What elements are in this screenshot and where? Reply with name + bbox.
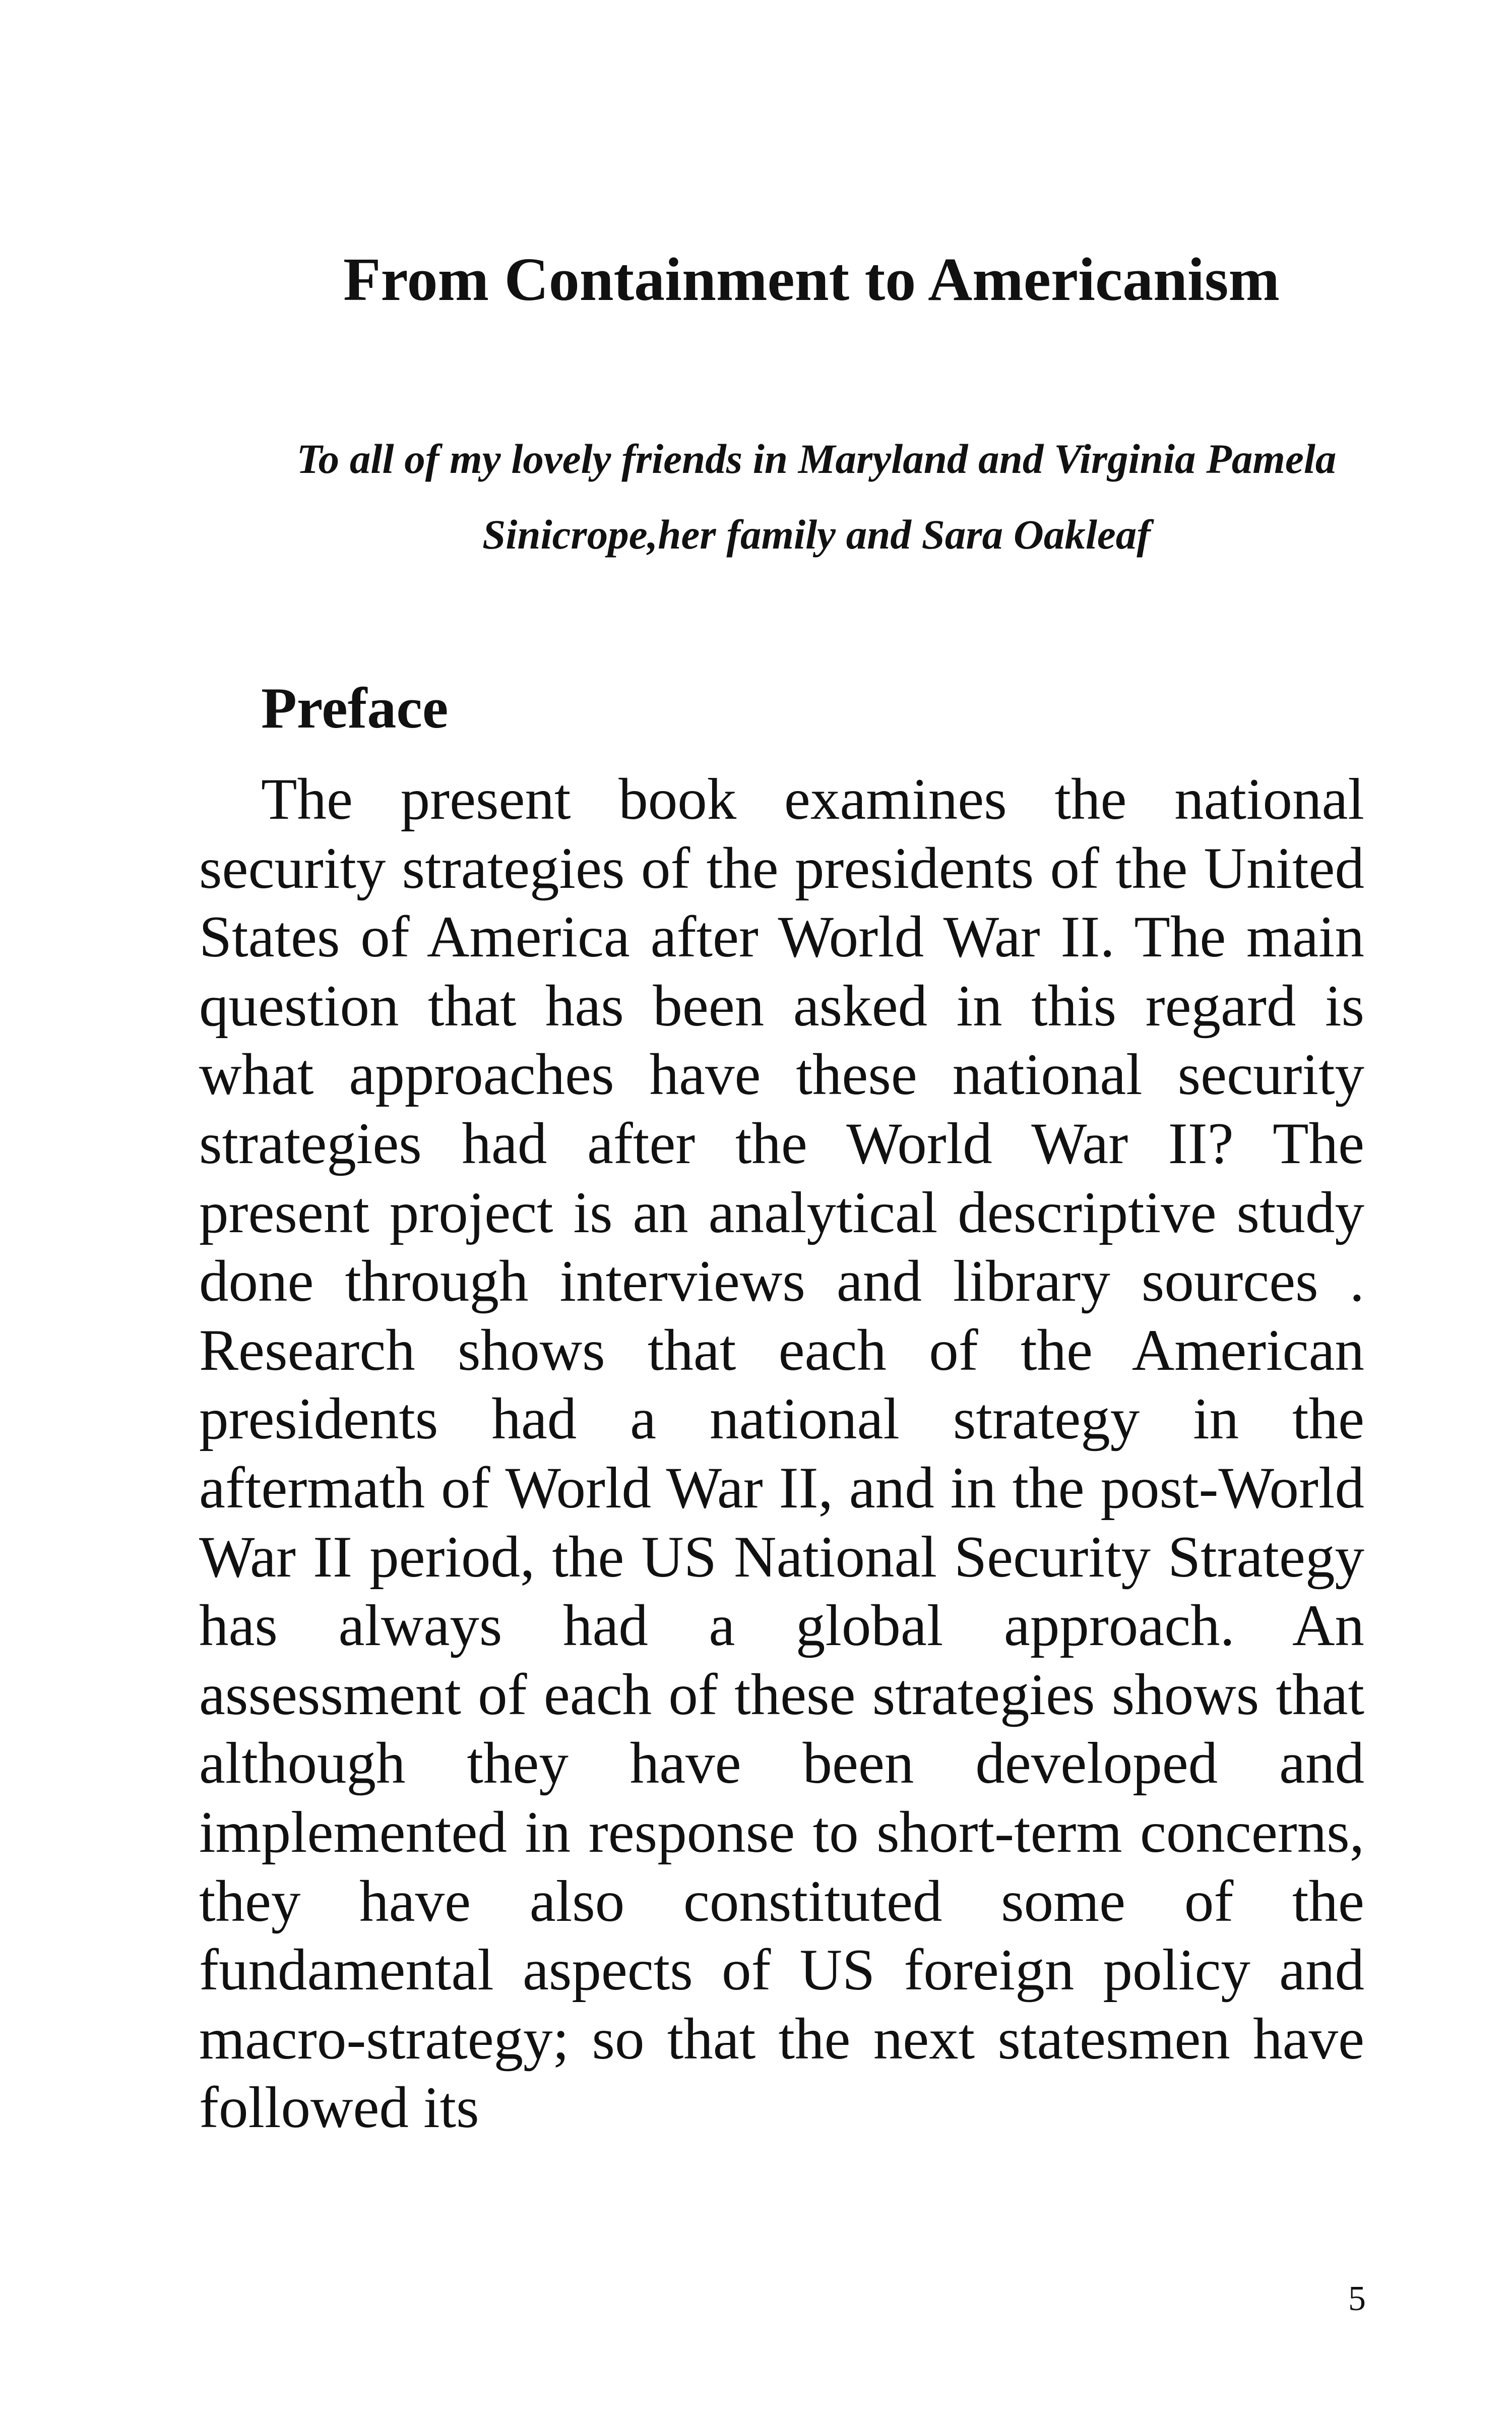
- preface-body: The present book examines the national security strategies of the presidents of the United States of America after World War II. The main question that has been asked in this regard is what approaches have these national security strategies had after the World War II? The present project is an analytical descriptive study done through interviews and library sources . Research shows that each of the American presidents had a national strategy in the aftermath of World War II, and in the post-World War II period, the US National Security Strategy has always had a global approach. An assessment of each of these strategies shows that although they have been developed and implemented in response to short-term concerns, they have also constituted some of the fundamental aspects of US foreign policy and macro-strategy; so that the next statesmen have followed its: [199, 767, 1364, 2141]
- dedication: To all of my lovely friends in Maryland and Virginia Pamela Sinicrope,her family and Sara Oakleaf: [296, 436, 1337, 558]
- preface-heading: Preface: [261, 676, 449, 741]
- book-title: From Containment to Americanism: [343, 246, 1280, 314]
- page-number: 5: [1348, 2279, 1366, 2318]
